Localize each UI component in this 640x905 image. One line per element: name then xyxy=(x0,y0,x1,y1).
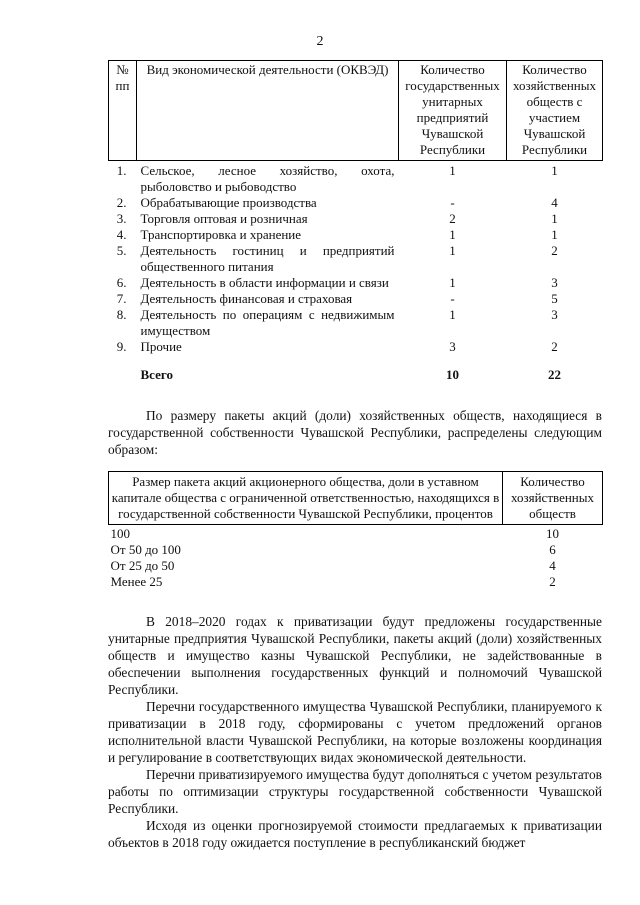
unitary-count: 1 xyxy=(449,307,456,322)
activity-row xyxy=(109,211,603,227)
activity-row xyxy=(109,339,603,355)
unitary-count: 1 xyxy=(449,275,456,290)
activity-row xyxy=(109,307,603,339)
activity-name: Сельское, лесное хозяйство, охота, рыболовство и рыбоводство xyxy=(140,163,395,194)
row-number: 8. xyxy=(116,307,127,322)
share-row xyxy=(109,542,603,558)
header-activity: Вид экономической деятельности (ОКВЭД) xyxy=(137,61,399,161)
company-count: 5 xyxy=(551,291,558,306)
unitary-count: 2 xyxy=(449,211,456,226)
activity-row xyxy=(109,291,603,307)
paragraph-lists-update: Перечни приватизируемого имущества будут дополняться с учетом результатов работы по оптимизации структуры государственной собственности Чувашской Республики. xyxy=(108,767,602,816)
share-size: 100 xyxy=(110,526,130,541)
company-count: 1 xyxy=(551,163,558,178)
share-size: От 50 до 100 xyxy=(110,542,181,557)
spacer-row xyxy=(109,355,603,367)
row-number: 3. xyxy=(116,211,127,226)
share-company-count: 2 xyxy=(549,574,556,589)
unitary-count: - xyxy=(450,291,455,306)
company-count: 4 xyxy=(551,195,558,210)
activity-name: Торговля оптовая и розничная xyxy=(140,211,308,226)
paragraph-budget-income: Исходя из оценки прогнозируемой стоимости предлагаемых к приватизации объектов в 2018 году ожидается поступление в республиканский бюджет xyxy=(108,818,602,850)
row-number: 4. xyxy=(116,227,127,242)
share-company-count: 6 xyxy=(549,542,556,557)
activity-name: Деятельность по операциям с недвижимым имуществом xyxy=(140,307,395,338)
company-count: 3 xyxy=(551,275,558,290)
paragraph-distribution: По размеру пакеты акций (доли) хозяйственных обществ, находящиеся в государственной собственности Чувашской Республики, распределены следующим образом: xyxy=(108,408,602,457)
activity-row xyxy=(109,227,603,243)
activity-row xyxy=(109,161,603,196)
total-label: Всего xyxy=(140,367,173,382)
activity-name: Прочие xyxy=(140,339,182,354)
share-row xyxy=(109,558,603,574)
share-company-count: 10 xyxy=(546,526,559,541)
company-count: 3 xyxy=(551,307,558,322)
activity-name: Транспортировка и хранение xyxy=(140,227,302,242)
activity-name: Деятельность гостиниц и предприятий общественного питания xyxy=(140,243,395,274)
share-size: От 25 до 50 xyxy=(110,558,175,573)
company-count: 1 xyxy=(551,227,558,242)
row-number: 9. xyxy=(116,339,127,354)
header-num: № пп xyxy=(109,61,137,161)
activity-name: Деятельность финансовая и страховая xyxy=(140,291,353,306)
header-companies: Количество хозяйственных обществ с участием Чувашской Республики xyxy=(507,61,603,161)
row-number: 5. xyxy=(116,243,127,258)
row-number: 6. xyxy=(116,275,127,290)
total-unitary: 10 xyxy=(446,367,459,382)
unitary-count: 1 xyxy=(449,243,456,258)
shares-table-header xyxy=(109,472,603,525)
company-count: 1 xyxy=(551,211,558,226)
activity-table-header xyxy=(109,61,603,161)
header-company-count: Количество хозяйственных обществ xyxy=(503,472,603,525)
activity-row xyxy=(109,195,603,211)
header-share-size: Размер пакета акций акционерного общества, доли в уставном капитале общества с ограниченной ответственностью, находящихся в государственной собственности Чувашской Республики, процентов xyxy=(109,472,503,525)
activity-row xyxy=(109,275,603,291)
activity-name: Деятельность в области информации и связи xyxy=(140,275,389,290)
header-unitary: Количество государственных унитарных предприятий Чувашской Республики xyxy=(399,61,507,161)
unitary-count: - xyxy=(450,195,455,210)
total-companies: 22 xyxy=(548,367,561,382)
share-size: Менее 25 xyxy=(110,574,163,589)
company-count: 2 xyxy=(551,243,558,258)
row-number: 1. xyxy=(116,163,127,178)
total-row xyxy=(109,367,603,383)
unitary-count: 1 xyxy=(449,227,456,242)
total-spacer xyxy=(109,367,137,383)
share-company-count: 4 xyxy=(549,558,556,573)
unitary-count: 3 xyxy=(449,339,456,354)
row-number: 2. xyxy=(116,195,127,210)
unitary-count: 1 xyxy=(449,163,456,178)
activity-table xyxy=(108,60,603,383)
page-number: 2 xyxy=(316,34,324,49)
activity-row xyxy=(109,243,603,275)
paragraph-property-lists: Перечни государственного имущества Чувашской Республики, планируемого к приватизации в 2018 году, сформированы с учетом предложений органов исполнительной власти Чувашской Республики, на которые возложены координация и регулирование в соответствующих видах экономической деятельности. xyxy=(108,699,602,765)
share-row xyxy=(109,574,603,590)
activity-name: Обрабатывающие производства xyxy=(140,195,317,210)
paragraph-privatization-plan: В 2018–2020 годах к приватизации будут предложены государственные унитарные предприятия Чувашской Республики, пакеты акций (доли) хозяйственных обществ и имущество казны Чувашской Республики, не задействованные в обеспечении выполнения государственных функций и полномочий Чувашской Республики. xyxy=(108,614,602,697)
company-count: 2 xyxy=(551,339,558,354)
shares-table xyxy=(108,471,603,590)
row-number: 7. xyxy=(116,291,127,306)
share-row xyxy=(109,525,603,543)
